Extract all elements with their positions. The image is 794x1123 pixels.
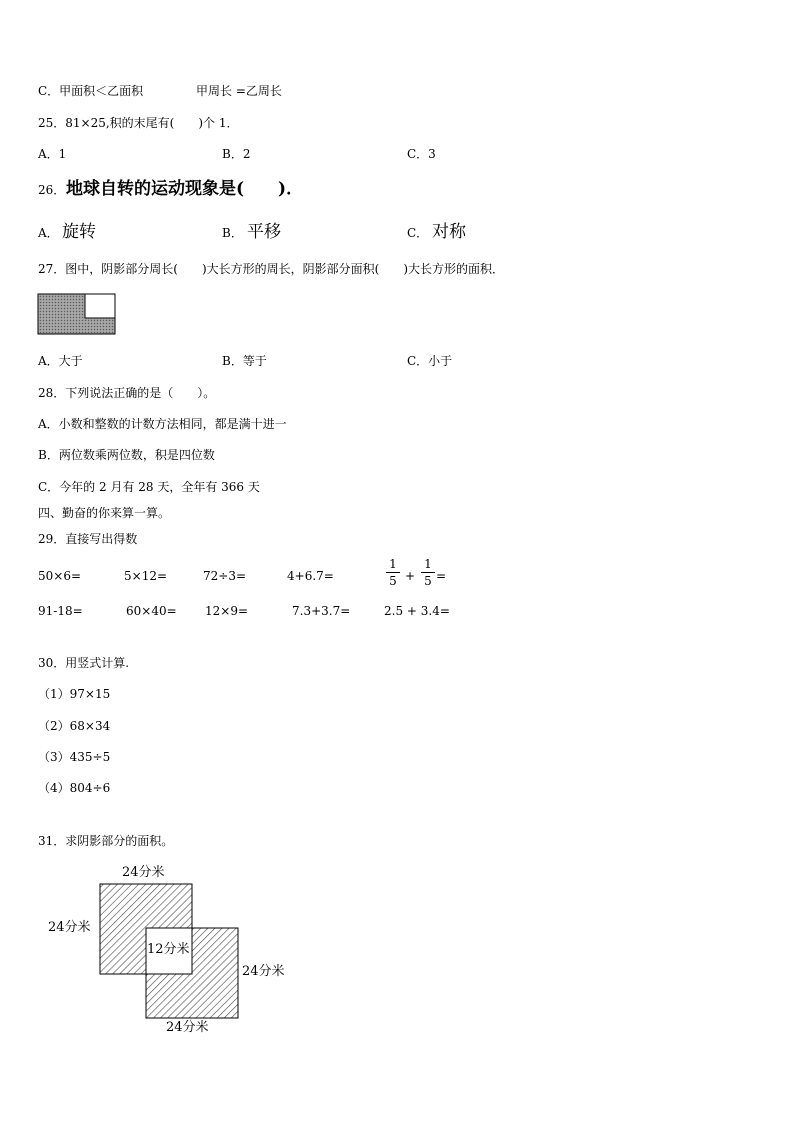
q30-stem: 30．用竖式计算. [38, 656, 130, 670]
q28-option-c: C．今年的 2 月有 28 天，全年有 366 天 [38, 480, 260, 494]
q29-fraction-second [421, 557, 435, 588]
q29-fraction-first [386, 557, 400, 588]
q28-stem: 28．下列说法正确的是（ ）。 [38, 386, 216, 400]
q25-stem: 25．81×25,积的末尾有( )个 1． [38, 116, 239, 130]
q25-option-b: B．2 [222, 147, 251, 161]
q31-label-bottom: 24分米 [166, 1020, 209, 1035]
q27-stem: 27．图中，阴影部分周长( )大长方形的周长，阴影部分面积( )大长方形的面积． [38, 262, 504, 276]
fraction-numerator: 1 [424, 557, 432, 571]
q31-label-top: 24分米 [122, 865, 165, 880]
q24-option-c-perimeter: 甲周长 =乙周长 [196, 84, 282, 98]
q29-plus-sign: + [405, 569, 416, 583]
q27-option-a: A．大于 [38, 354, 83, 368]
q31-label-center: 12分米 [147, 942, 190, 957]
q28-option-a: A．小数和整数的计数方法相同，都是满十进一 [38, 417, 287, 431]
q29-item: 2.5 + 3.4= [384, 604, 450, 618]
q31-stem: 31．求阴影部分的面积。 [38, 834, 174, 848]
fraction-denominator: 5 [424, 574, 432, 588]
q29-item: 72÷3= [203, 569, 247, 583]
q26-option-c-letter: C． [407, 226, 429, 240]
q31-label-left: 24分米 [48, 920, 91, 935]
q26-option-a: 旋转 [62, 222, 96, 242]
q29-equals-sign: = [436, 569, 447, 583]
q26-option-c: 对称 [432, 222, 466, 242]
q29-item: 4+6.7= [287, 569, 334, 583]
q29-item: 7.3+3.7= [292, 604, 351, 618]
fraction-bar [386, 572, 400, 573]
q26-number: 26． [38, 183, 66, 197]
q25-option-a: A．1 [38, 147, 67, 161]
q25-option-c: C．3 [407, 147, 436, 161]
fraction-denominator: 5 [389, 574, 397, 588]
q26-option-b-letter: B． [222, 226, 243, 240]
q30-item: （4）804÷6 [38, 781, 111, 795]
q24-option-c: C．甲面积＜乙面积 [38, 84, 144, 98]
q31-label-right: 24分米 [242, 964, 285, 979]
q27-option-b: B．等于 [222, 354, 267, 368]
q30-item: （2）68×34 [38, 719, 111, 733]
q27-shaded-rectangle-figure [37, 293, 117, 335]
fraction-bar [421, 572, 435, 573]
q30-item: （1）97×15 [38, 687, 111, 701]
q29-item: 50×6= [38, 569, 82, 583]
q29-item: 60×40= [126, 604, 177, 618]
q29-item: 5×12= [124, 569, 168, 583]
q29-stem: 29．直接写出得数 [38, 532, 138, 546]
q30-item: （3）435÷5 [38, 750, 111, 764]
q29-item: 91-18= [38, 604, 83, 618]
q26-option-b: 平移 [247, 222, 281, 242]
q26-stem: 地球自转的运动现象是( )． [66, 179, 304, 199]
q26-option-a-letter: A． [38, 226, 59, 240]
q28-option-b: B．两位数乘两位数，积是四位数 [38, 448, 215, 462]
section-4-title: 四、勤奋的你来算一算。 [38, 506, 171, 520]
q27-option-c: C．小于 [407, 354, 453, 368]
q29-item: 12×9= [205, 604, 249, 618]
fraction-numerator: 1 [389, 557, 397, 571]
